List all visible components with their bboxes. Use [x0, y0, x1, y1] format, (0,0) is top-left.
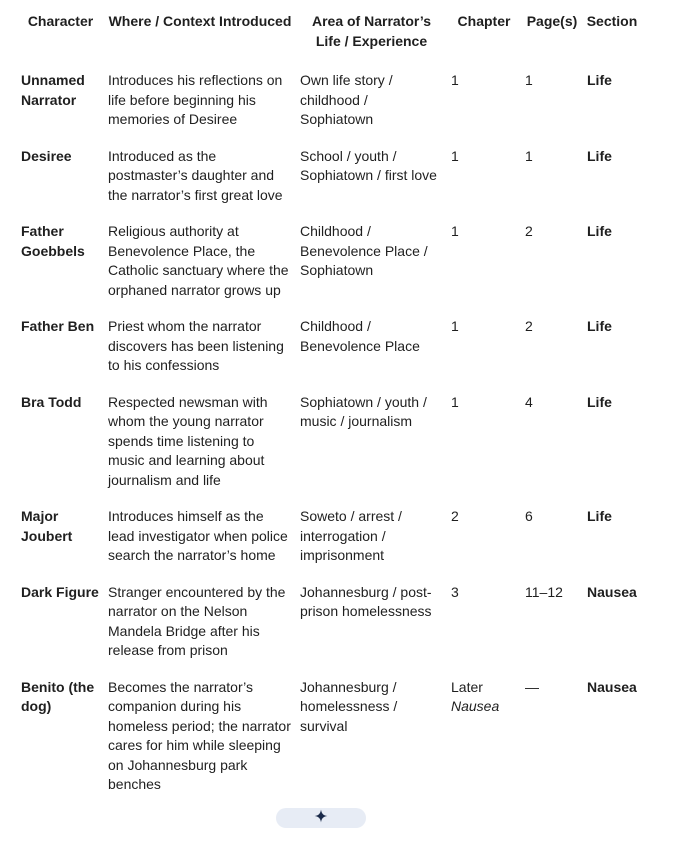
- cell-pages: —: [525, 678, 539, 695]
- cell-area: Johannesburg / homelessness / survival: [300, 678, 398, 734]
- cell-context: Becomes the narrator’s companion during his homeless period; the narrator cares for him while sleeping on Johannesburg park benches: [108, 678, 291, 792]
- cell-context: Respected newsman with whom the young narrator spends time listening to music and learning about journalism and life: [108, 393, 268, 488]
- cell-area: Soweto / arrest / interrogation / imprisonment: [300, 508, 402, 563]
- cell-area: Childhood / Benevolence Place: [300, 318, 420, 354]
- cell-context: Priest whom the narrator discovers has been listening to his confessions: [108, 318, 284, 373]
- cell-chapter: 1: [451, 393, 459, 410]
- cell-chapter: 1: [451, 147, 459, 164]
- table-row: [16, 678, 641, 812]
- cell-pages: 6: [525, 508, 533, 524]
- cell-section: Life: [587, 508, 612, 524]
- cell-pages: 11–12: [525, 583, 563, 600]
- cell-area: School / youth / Sophiatown / first love: [300, 147, 437, 183]
- cell-pages: 1: [525, 147, 533, 164]
- cell-context: Introduces himself as the lead investigator when police search the narrator’s home: [108, 508, 288, 563]
- cell-chapter: 1: [451, 318, 459, 334]
- cell-area: Childhood / Benevolence Place / Sophiatown: [300, 223, 428, 278]
- table-row: [16, 222, 641, 317]
- cell-section: Life: [587, 223, 612, 239]
- cell-chapter: 3: [451, 583, 459, 600]
- cell-character: Desiree: [21, 147, 72, 164]
- cell-context: Religious authority at Benevolence Place, the Catholic sanctuary where the orphaned narrator grows up: [108, 223, 289, 298]
- cell-chapter: Later Nausea: [451, 678, 500, 714]
- cell-pages: 4: [525, 393, 533, 410]
- table-row: [16, 147, 641, 223]
- cell-character: Bra Todd: [21, 393, 82, 410]
- header-area: Area of Narrator’s Life / Experience: [311, 13, 432, 49]
- cell-pages: 2: [525, 318, 533, 334]
- cell-pages: 1: [525, 72, 533, 88]
- cell-section: Life: [587, 147, 612, 164]
- cell-section: Life: [587, 318, 612, 334]
- cell-area: Own life story / childhood / Sophiatown: [300, 72, 393, 127]
- cell-character: Unnamed Narrator: [21, 72, 85, 108]
- sparkle-icon: [314, 809, 328, 828]
- table-row: [16, 71, 641, 147]
- cell-context: Stranger encountered by the narrator on the Nelson Mandela Bridge after his release from prison: [108, 583, 286, 658]
- cell-section: Nausea: [587, 583, 637, 600]
- cell-chapter: 2: [451, 508, 459, 524]
- character-table: [16, 8, 641, 812]
- table-row: [16, 317, 641, 393]
- ai-assist-button[interactable]: [276, 808, 366, 828]
- header-pages: Page(s): [526, 13, 578, 29]
- header-chapter: Chapter: [457, 13, 511, 29]
- table-row: [16, 393, 641, 508]
- cell-context: Introduces his reflections on life before beginning his memories of Desiree: [108, 72, 283, 127]
- cell-character: Father Ben: [21, 318, 95, 334]
- chapter-note: Nausea: [451, 698, 500, 714]
- cell-area: Sophiatown / youth / music / journalism: [300, 393, 427, 429]
- cell-character: Father Goebbels: [21, 223, 85, 259]
- table-row: [16, 583, 641, 678]
- header-row: [16, 8, 641, 71]
- cell-area: Johannesburg / post-prison homelessness: [300, 583, 432, 619]
- cell-character: Benito (the dog): [21, 678, 95, 714]
- cell-character: Dark Figure: [21, 583, 99, 600]
- cell-section: Life: [587, 72, 612, 88]
- header-section: Section: [586, 13, 638, 29]
- header-context: Where / Context Introduced: [108, 13, 292, 29]
- cell-character: Major Joubert: [21, 508, 73, 544]
- cell-pages: 2: [525, 223, 533, 239]
- cell-section: Life: [587, 393, 612, 410]
- table-row: [16, 507, 641, 583]
- cell-section: Nausea: [587, 678, 637, 695]
- cell-chapter: 1: [451, 72, 459, 88]
- cell-context: Introduced as the postmaster’s daughter and the narrator’s first great love: [108, 147, 283, 203]
- cell-chapter: 1: [451, 223, 459, 239]
- header-character: Character: [27, 13, 94, 29]
